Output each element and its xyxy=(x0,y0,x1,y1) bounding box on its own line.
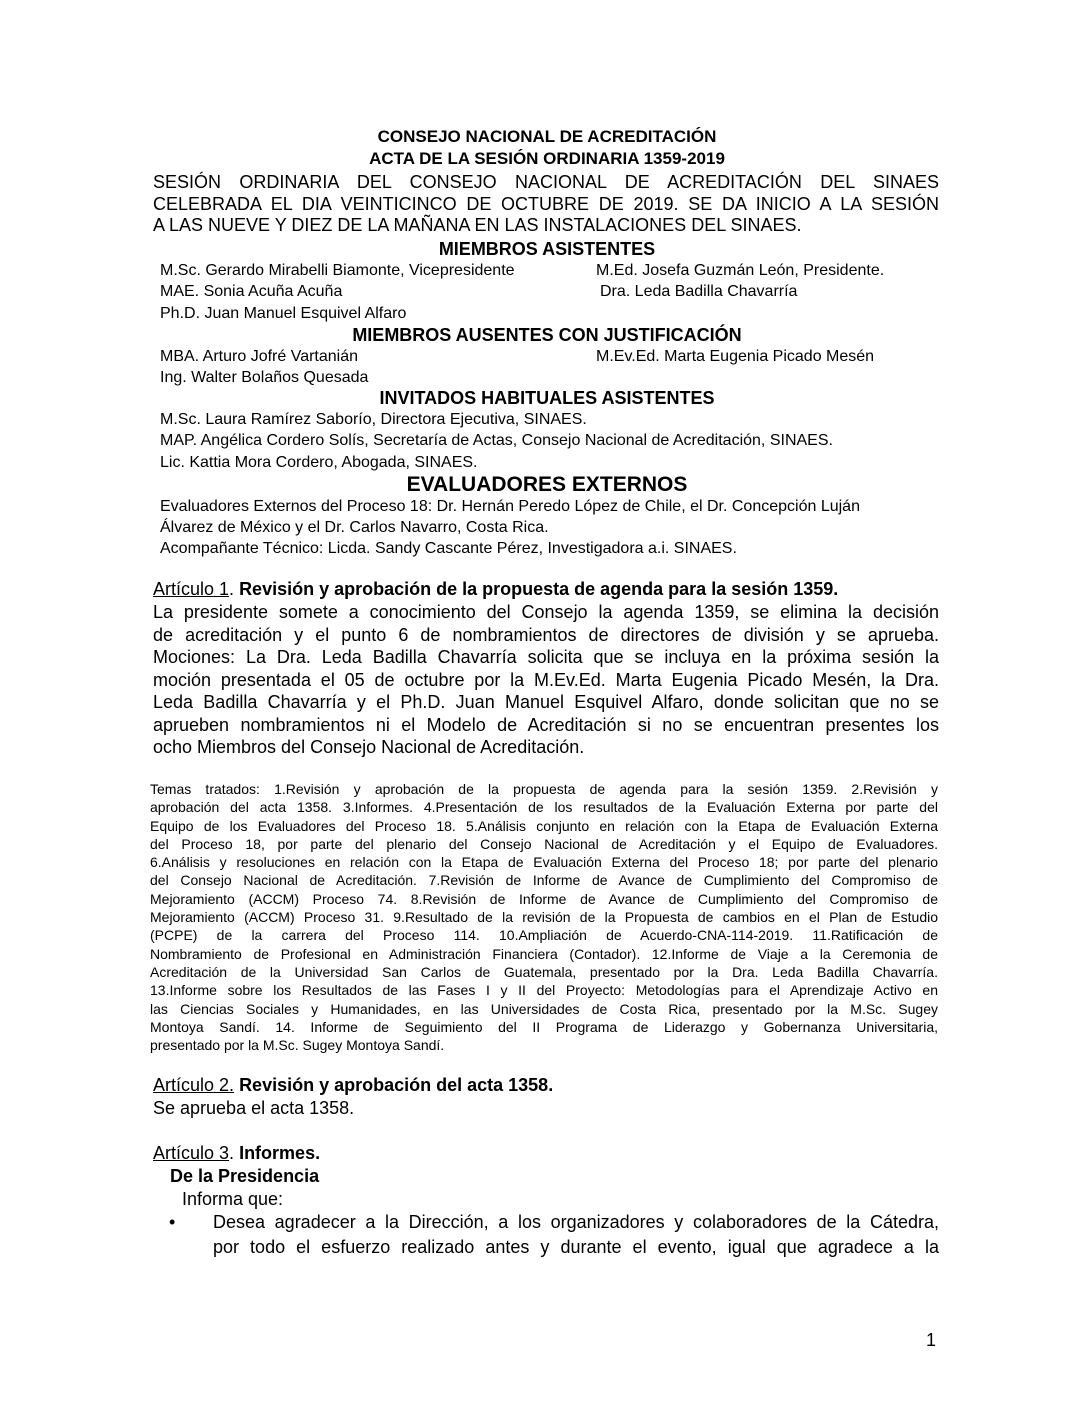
evaluator-line: Álvarez de México y el Dr. Carlos Navarro, Costa Rica. xyxy=(160,519,549,536)
temas-line: Acreditación de la Universidad San Carlos de Guatemala, presentado por la Dra. Leda Badilla Chavarría. xyxy=(150,963,938,980)
temas-line: Montoya Sandí. 14. Informe de Seguimiento del II Programa de Liderazgo y Gobernanza Universitaria, xyxy=(150,1018,938,1035)
body-line: Mociones: La Dra. Leda Badilla Chavarría solicita que se incluya en la próxima sesión la xyxy=(153,647,939,667)
articulo-1-body xyxy=(153,601,939,759)
intro-line: SESIÓN ORDINARIA DEL CONSEJO NACIONAL DE ACREDITACIÓN DEL SINAES xyxy=(153,172,939,192)
member-name: MBA. Arturo Jofré Vartanián xyxy=(160,348,359,365)
evaluator-line: Evaluadores Externos del Proceso 18: Dr. Hernán Peredo López de Chile, el Dr. Concepción Luján xyxy=(160,498,860,515)
evaluator-line: Acompañante Técnico: Licda. Sandy Cascante Pérez, Investigadora a.i. SINAES. xyxy=(160,540,737,557)
document-title: CONSEJO NACIONAL DE ACREDITACIÓN xyxy=(377,127,717,146)
temas-line: Mejoramiento (ACCM) Proceso 31. 9.Resultado de la revisión de la Propuesta de cambios en el Plan de Estudio xyxy=(150,909,938,926)
body-line: Leda Badilla Chavarría y el Ph.D. Juan Manuel Esquivel Alfaro, donde solicitan que no se xyxy=(153,692,939,712)
member-name: M.Sc. Gerardo Mirabelli Biamonte, Vicepresidente xyxy=(160,262,515,279)
temas-line: las Ciencias Sociales y Humanidades, en las Universidades de Costa Rica, presentado por la M.Sc. Sugey xyxy=(150,1000,938,1017)
page-number: 1 xyxy=(926,1330,937,1350)
body-line: moción presentada el 05 de octubre por la M.Ev.Ed. Marta Eugenia Picado Mesén, la Dra. xyxy=(153,669,939,690)
articulo-title: Informes. xyxy=(239,1143,321,1163)
body-line: de acreditación y el punto 6 de nombramientos de directores de división y se aprueba. xyxy=(153,624,939,645)
articulo-1-heading: Artículo 1. Revisión y aprobación de la propuesta de agenda para la sesión 1359. xyxy=(153,579,839,599)
body-line: aprueben nombramientos ni el Modelo de Acreditación si no se encuentran presentes los xyxy=(153,714,939,735)
temas-tratados xyxy=(150,780,938,1054)
guest-line: MAP. Angélica Cordero Solís, Secretaría de Actas, Consejo Nacional de Acreditación, SINAES. xyxy=(160,432,833,449)
body-line: ocho Miembros del Consejo Nacional de Acreditación. xyxy=(153,737,585,757)
member-name: Dra. Leda Badilla Chavarría xyxy=(600,283,798,300)
temas-line: presentado por la M.Sc. Sugey Montoya Sandí. xyxy=(150,1037,445,1054)
member-name: Ph.D. Juan Manuel Esquivel Alfaro xyxy=(160,305,407,322)
document-subtitle: ACTA DE LA SESIÓN ORDINARIA 1359-2019 xyxy=(369,149,725,168)
bullet-text xyxy=(213,1210,939,1260)
session-intro xyxy=(153,172,939,237)
informa-que: Informa que: xyxy=(182,1189,284,1209)
guest-line: Lic. Kattia Mora Cordero, Abogada, SINAES. xyxy=(160,454,478,471)
heading-miembros-ausentes: MIEMBROS AUSENTES CON JUSTIFICACIÓN xyxy=(352,325,742,345)
temas-line: Mejoramiento (ACCM) Proceso 74. 8.Revisión de Informe de Avance de Cumplimiento del Compromiso de xyxy=(150,890,938,907)
temas-line: Nombramiento de Profesional en Administración Financiera (Contador). 12.Informe de Viaje a la Ceremonia de xyxy=(150,945,938,962)
intro-line: A LAS NUEVE Y DIEZ DE LA MAÑANA EN LAS INSTALACIONES DEL SINAES. xyxy=(153,215,802,235)
heading-miembros-asistentes: MIEMBROS ASISTENTES xyxy=(438,239,656,259)
articulo-2-body: Se aprueba el acta 1358. xyxy=(153,1098,355,1118)
bullet-icon: • xyxy=(169,1212,176,1232)
intro-line: CELEBRADA EL DIA VEINTICINCO DE OCTUBRE DE 2019. SE DA INICIO A LA SESIÓN xyxy=(153,193,939,214)
articulo-label: Artículo 3 xyxy=(153,1143,230,1163)
member-name: MAE. Sonia Acuña Acuña xyxy=(160,283,343,300)
bullet-line: por todo el esfuerzo realizado antes y durante el evento, igual que agradece a la xyxy=(213,1237,939,1257)
body-line: La presidente somete a conocimiento del Consejo la agenda 1359, se elimina la decisión xyxy=(153,602,939,622)
member-name: M.Ev.Ed. Marta Eugenia Picado Mesén xyxy=(596,348,875,365)
guest-line: M.Sc. Laura Ramírez Saborío, Directora Ejecutiva, SINAES. xyxy=(160,411,587,428)
articulo-3-heading: Artículo 3. Informes. xyxy=(153,1143,321,1163)
temas-line: Temas tratados: 1.Revisión y aprobación de la propuesta de agenda para la sesión 1359. 2.Revisión y xyxy=(150,781,938,797)
member-name: M.Ed. Josefa Guzmán León, Presidente. xyxy=(596,262,885,279)
subheading-presidencia: De la Presidencia xyxy=(170,1166,320,1186)
temas-line: aprobación del acta 1358. 3.Informes. 4.Presentación de los resultados de la Evaluación Externa por parte del xyxy=(150,799,938,816)
temas-line: del Proceso 18, por parte del plenario del Consejo Nacional de Acreditación y el Equipo de Evaluadores. xyxy=(150,835,938,852)
temas-line: (PCPE) de la carrera del Proceso 114. 10.Ampliación de Acuerdo-CNA-114-2019. 11.Ratificación de xyxy=(150,927,938,944)
articulo-title: Revisión y aprobación de la propuesta de agenda para la sesión 1359. xyxy=(239,579,839,599)
temas-line: Equipo de los Evaluadores del Proceso 18. 5.Análisis conjunto en relación con la Etapa de Evaluación Externa xyxy=(150,817,938,834)
heading-evaluadores: EVALUADORES EXTERNOS xyxy=(406,473,688,496)
articulo-label: Artículo 1 xyxy=(153,579,230,599)
temas-line: 13.Informe sobre los Resultados de las Fases I y II del Proyecto: Metodologías para el Aprendizaje Activo en xyxy=(150,982,938,999)
temas-line: del Consejo Nacional de Acreditación. 7.Revisión de Informe de Avance de Cumplimiento del Compromiso de xyxy=(150,872,938,889)
articulo-2-heading xyxy=(153,1074,939,1096)
member-name: Ing. Walter Bolaños Quesada xyxy=(160,369,369,386)
articulo-title: Revisión y aprobación del acta 1358. xyxy=(239,1075,554,1095)
temas-line: 6.Análisis y resoluciones en relación con la Etapa de Evaluación Externa del Proceso 18; por parte del plenario xyxy=(150,854,938,871)
bullet-line: Desea agradecer a la Dirección, a los organizadores y colaboradores de la Cátedra, xyxy=(213,1212,939,1232)
heading-invitados: INVITADOS HABITUALES ASISTENTES xyxy=(379,388,715,408)
articulo-label: Artículo 2. xyxy=(153,1075,235,1095)
